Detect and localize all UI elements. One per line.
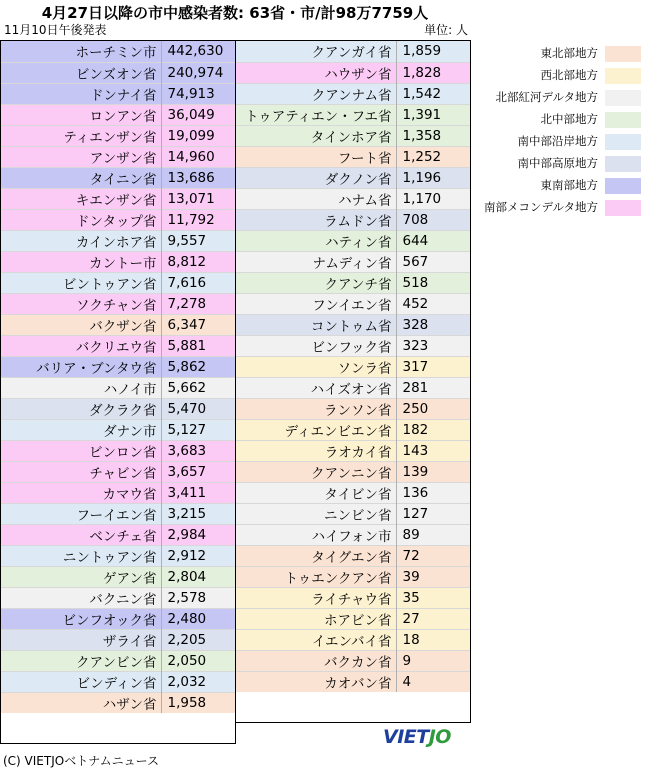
province-name: ダクノン省: [236, 167, 396, 188]
right-table-row: [236, 629, 471, 650]
case-count: 2,050: [161, 650, 236, 671]
case-count: 2,912: [161, 545, 236, 566]
case-count: 143: [396, 440, 471, 461]
case-count: 250: [396, 398, 471, 419]
case-count: 5,881: [161, 335, 236, 356]
province-name: ロンアン省: [1, 104, 161, 125]
right-table-row: [236, 503, 471, 524]
province-name: ハノイ市: [1, 377, 161, 398]
case-count: 2,578: [161, 587, 236, 608]
right-table-row: [236, 608, 471, 629]
case-count: 708: [396, 209, 471, 230]
province-name: ナムディン省: [236, 251, 396, 272]
case-count: 18: [396, 629, 471, 650]
province-name: ビンフオック省: [1, 608, 161, 629]
province-name: カントー市: [1, 251, 161, 272]
left-table-row: [1, 314, 236, 335]
left-table-row: [1, 83, 236, 104]
case-count: 3,657: [161, 461, 236, 482]
case-count: 2,205: [161, 629, 236, 650]
province-name: フーイエン省: [1, 503, 161, 524]
legend-item: [478, 175, 646, 197]
right-table-row: [236, 293, 471, 314]
case-count: 11,792: [161, 209, 236, 230]
left-table-row: [1, 230, 236, 251]
province-name: ベンチェ省: [1, 524, 161, 545]
province-name: キエンザン省: [1, 188, 161, 209]
case-count: 1,958: [161, 692, 236, 713]
case-count: 1,170: [396, 188, 471, 209]
case-count: 2,804: [161, 566, 236, 587]
right-table-row: [236, 41, 471, 62]
right-table-row: [236, 356, 471, 377]
left-case-table: [1, 41, 236, 713]
case-count: 39: [396, 566, 471, 587]
case-count: 452: [396, 293, 471, 314]
legend-label: 南部メコンデルタ地方: [484, 200, 598, 214]
case-count: 36,049: [161, 104, 236, 125]
case-count: 1,391: [396, 104, 471, 125]
province-name: ビントゥアン省: [1, 272, 161, 293]
left-table-row: [1, 272, 236, 293]
case-count: 7,278: [161, 293, 236, 314]
province-name: カマウ省: [1, 482, 161, 503]
right-table-row: [236, 545, 471, 566]
case-count: 5,470: [161, 398, 236, 419]
province-name: ラオカイ省: [236, 440, 396, 461]
province-name: ゲアン省: [1, 566, 161, 587]
left-table-row: [1, 356, 236, 377]
left-table-row: [1, 608, 236, 629]
case-count: 1,252: [396, 146, 471, 167]
right-table-row: [236, 230, 471, 251]
province-name: ザライ省: [1, 629, 161, 650]
legend-swatch: [605, 68, 641, 84]
case-count: 14,960: [161, 146, 236, 167]
province-name: トゥアティエン・フエ省: [236, 104, 396, 125]
region-legend: [478, 43, 646, 219]
province-name: ホーチミン市: [1, 41, 161, 62]
province-name: イエンバイ省: [236, 629, 396, 650]
case-count: 182: [396, 419, 471, 440]
province-name: ラムドン省: [236, 209, 396, 230]
legend-swatch: [605, 46, 641, 62]
legend-item: [478, 87, 646, 109]
right-table-row: [236, 62, 471, 83]
case-count: 1,859: [396, 41, 471, 62]
legend-label: 東南部地方: [540, 178, 598, 192]
left-table-row: [1, 377, 236, 398]
case-count: 3,411: [161, 482, 236, 503]
right-table-row: [236, 482, 471, 503]
province-name: カオバン省: [236, 671, 396, 692]
left-table-row: [1, 545, 236, 566]
legend-item: [478, 153, 646, 175]
case-count: 136: [396, 482, 471, 503]
province-name: ティエンザン省: [1, 125, 161, 146]
province-name: バクザン省: [1, 314, 161, 335]
legend-label: 南中部高原地方: [517, 156, 598, 170]
province-name: ビンズオン省: [1, 62, 161, 83]
logo-accent: JO: [428, 726, 451, 748]
case-count: 127: [396, 503, 471, 524]
legend-item: [478, 65, 646, 87]
province-name: アンザン省: [1, 146, 161, 167]
case-count: 2,984: [161, 524, 236, 545]
province-name: タインホア省: [236, 125, 396, 146]
case-count: 5,662: [161, 377, 236, 398]
left-table-row: [1, 482, 236, 503]
right-table-row: [236, 167, 471, 188]
province-name: クアンチ省: [236, 272, 396, 293]
case-count: 3,683: [161, 440, 236, 461]
province-name: ドンタップ省: [1, 209, 161, 230]
province-name: タイニン省: [1, 167, 161, 188]
province-name: ホアビン省: [236, 608, 396, 629]
province-name: タイビン省: [236, 482, 396, 503]
legend-item: [478, 43, 646, 65]
left-table-row: [1, 41, 236, 62]
legend-item: [478, 109, 646, 131]
case-count: 27: [396, 608, 471, 629]
case-count: 89: [396, 524, 471, 545]
legend-label: 東北部地方: [540, 46, 598, 60]
province-name: バクカン省: [236, 650, 396, 671]
province-name: ハイズオン省: [236, 377, 396, 398]
right-table-row: [236, 314, 471, 335]
case-count: 1,828: [396, 62, 471, 83]
legend-swatch: [605, 178, 641, 194]
left-table-row: [1, 293, 236, 314]
province-name: バクニン省: [1, 587, 161, 608]
province-name: ダナン市: [1, 419, 161, 440]
province-name: ハナム省: [236, 188, 396, 209]
right-table-row: [236, 272, 471, 293]
left-table-row: [1, 251, 236, 272]
case-count: 518: [396, 272, 471, 293]
legend-item: [478, 197, 646, 219]
province-name: ハザン省: [1, 692, 161, 713]
case-count: 74,913: [161, 83, 236, 104]
province-name: ディエンビエン省: [236, 419, 396, 440]
province-name: ドンナイ省: [1, 83, 161, 104]
province-name: ビンディン省: [1, 671, 161, 692]
case-count: 323: [396, 335, 471, 356]
right-table-row: [236, 335, 471, 356]
province-name: ハイフォン市: [236, 524, 396, 545]
vietjo-logo: [383, 726, 451, 748]
province-name: クアンニン省: [236, 461, 396, 482]
left-table-row: [1, 104, 236, 125]
case-count: 6,347: [161, 314, 236, 335]
province-name: ハウザン省: [236, 62, 396, 83]
case-count: 281: [396, 377, 471, 398]
province-name: タイグエン省: [236, 545, 396, 566]
right-table-row: [236, 83, 471, 104]
left-table-row: [1, 125, 236, 146]
case-count: 3,215: [161, 503, 236, 524]
case-count: 2,480: [161, 608, 236, 629]
province-name: カインホア省: [1, 230, 161, 251]
right-table-row: [236, 125, 471, 146]
province-name: フンイエン省: [236, 293, 396, 314]
case-count: 5,862: [161, 356, 236, 377]
case-count: 9: [396, 650, 471, 671]
case-count: 328: [396, 314, 471, 335]
province-name: ランソン省: [236, 398, 396, 419]
province-name: クアンビン省: [1, 650, 161, 671]
right-table-row: [236, 188, 471, 209]
left-table-row: [1, 587, 236, 608]
province-name: バリア・ブンタウ省: [1, 356, 161, 377]
left-table-row: [1, 671, 236, 692]
case-count: 442,630: [161, 41, 236, 62]
right-table-row: [236, 566, 471, 587]
left-table-row: [1, 419, 236, 440]
case-count: 19,099: [161, 125, 236, 146]
right-table-row: [236, 209, 471, 230]
case-count: 35: [396, 587, 471, 608]
legend-label: 西北部地方: [540, 68, 598, 82]
case-count: 13,686: [161, 167, 236, 188]
province-name: ダクラク省: [1, 398, 161, 419]
left-table-row: [1, 209, 236, 230]
case-count: 4: [396, 671, 471, 692]
province-name: ソクチャン省: [1, 293, 161, 314]
right-table-row: [236, 398, 471, 419]
case-count: 1,358: [396, 125, 471, 146]
left-table-row: [1, 146, 236, 167]
left-table-row: [1, 629, 236, 650]
province-name: チャビン省: [1, 461, 161, 482]
case-count: 567: [396, 251, 471, 272]
right-table-row: [236, 146, 471, 167]
case-count: 8,812: [161, 251, 236, 272]
left-table-row: [1, 503, 236, 524]
left-table-row: [1, 167, 236, 188]
province-name: ビンフック省: [236, 335, 396, 356]
case-count: 240,974: [161, 62, 236, 83]
legend-label: 北中部地方: [540, 112, 598, 126]
right-table-row: [236, 650, 471, 671]
case-count: 317: [396, 356, 471, 377]
province-name: ソンラ省: [236, 356, 396, 377]
case-count: 5,127: [161, 419, 236, 440]
left-table-row: [1, 566, 236, 587]
right-table-row: [236, 419, 471, 440]
case-count: 9,557: [161, 230, 236, 251]
left-table-row: [1, 524, 236, 545]
legend-swatch: [605, 156, 641, 172]
case-count: 139: [396, 461, 471, 482]
left-table-row: [1, 692, 236, 713]
right-table-row: [236, 587, 471, 608]
case-count: 13,071: [161, 188, 236, 209]
right-table-row: [236, 377, 471, 398]
right-case-table: [236, 41, 471, 692]
left-table-row: [1, 650, 236, 671]
right-table-row: [236, 524, 471, 545]
left-table-row: [1, 188, 236, 209]
left-table-row: [1, 62, 236, 83]
case-count: 1,196: [396, 167, 471, 188]
legend-label: 北部紅河デルタ地方: [495, 90, 598, 104]
date-note: 11月10日午後発表: [4, 23, 107, 37]
province-name: クアンガイ省: [236, 41, 396, 62]
legend-swatch: [605, 112, 641, 128]
legend-item: [478, 131, 646, 153]
unit-note: 単位: 人: [424, 23, 468, 37]
right-table-row: [236, 461, 471, 482]
province-name: フート省: [236, 146, 396, 167]
province-name: ハティン省: [236, 230, 396, 251]
legend-label: 南中部沿岸地方: [517, 134, 598, 148]
case-count: 1,542: [396, 83, 471, 104]
province-name: コントゥム省: [236, 314, 396, 335]
legend-swatch: [605, 200, 641, 216]
logo-main: VIET: [383, 726, 429, 748]
copyright: (C) VIETJOベトナムニュース: [3, 754, 160, 768]
right-table-row: [236, 104, 471, 125]
legend-swatch: [605, 134, 641, 150]
province-name: ニンビン省: [236, 503, 396, 524]
left-table-row: [1, 440, 236, 461]
case-count: 7,616: [161, 272, 236, 293]
case-count: 644: [396, 230, 471, 251]
province-name: ニントゥアン省: [1, 545, 161, 566]
right-table-row: [236, 251, 471, 272]
legend-swatch: [605, 90, 641, 106]
page-title: 4月27日以降の市中感染者数: 63省・市/計98万7759人: [41, 4, 429, 22]
right-table-row: [236, 440, 471, 461]
province-name: ビンロン省: [1, 440, 161, 461]
left-table-row: [1, 335, 236, 356]
province-name: トゥエンクアン省: [236, 566, 396, 587]
right-table-row: [236, 671, 471, 692]
province-name: バクリエウ省: [1, 335, 161, 356]
province-name: クアンナム省: [236, 83, 396, 104]
left-table-row: [1, 461, 236, 482]
case-count: 2,032: [161, 671, 236, 692]
province-name: ライチャウ省: [236, 587, 396, 608]
case-count: 72: [396, 545, 471, 566]
left-table-row: [1, 398, 236, 419]
